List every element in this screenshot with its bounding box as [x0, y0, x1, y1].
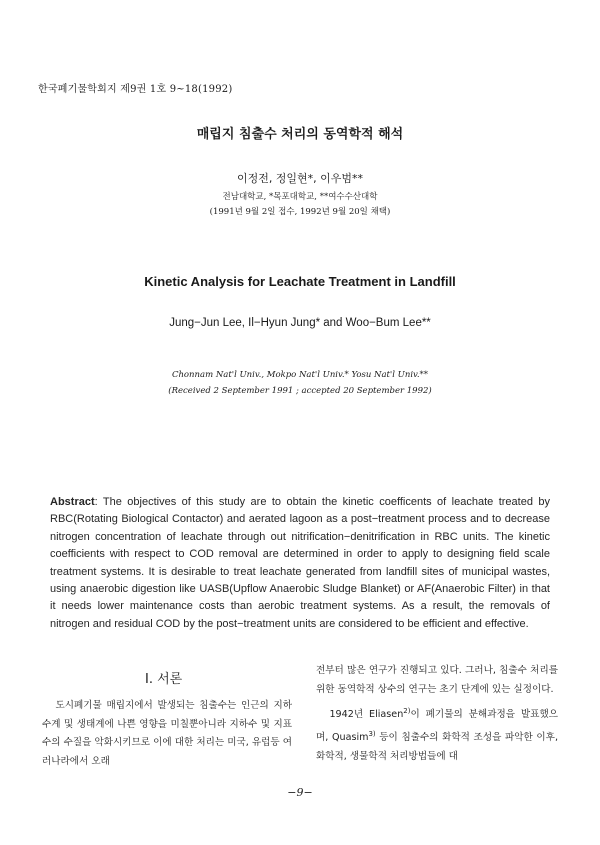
abstract-text: : The objectives of this study are to obtain the kinetic coefficents of leachate treated by RBC(Rotating Biological Contactor) and aerated lagoon as a post−treatment process and to decrease nitrogen concentration of leachate through out nitrification−denitrification in RBC units. The kinetic coefficients with respect to COD removal are determined in order to apply to designing field scale treatment systems. It is desirable to treat leachate generated from landfill sites of municipal wastes, using anaerobic digestion like UASB(Upflow Anaerobic Sludge Blanket) or AF(Anaerobic Filter) in that it needs lower maintenance costs than aerobic treatment systems. As a result, the removals of nitrogen and residual COD by the post−treatment units are considered to be efficient and effective. [50, 496, 550, 630]
korean-title: 매립지 침출수 처리의 동역학적 해석 [196, 127, 404, 142]
english-title: Kinetic Analysis for Leachate Treatment in Landfill [144, 274, 456, 289]
body-text: 이 폐기물의 분해과정을 발표했으며, Quasim [316, 709, 558, 744]
english-affiliations: Chonnam Nat'l Univ., Mokpo Nat'l Univ.* Yosu Nat'l Univ.** [171, 370, 429, 380]
body-text: 등이 침출수의 화학적 조성을 파악한 이후, 화학적, 생물학적 처리방법들에 대 [316, 732, 558, 762]
korean-dates: (1991년 9월 2일 접수, 1992년 9월 20일 채택) [209, 207, 391, 217]
body-paragraph [316, 702, 558, 766]
body-paragraph: 도시폐기물 매립지에서 발생되는 침출수는 인근의 지하수계 및 생태계에 나쁜 영향을 미칠뿐아니라 지하수 및 지표수의 수질을 악화시키므로 이에 대한 처리는 미국, 유럽등 여러나라에서 오래 [42, 700, 292, 767]
body-paragraph: 전부터 많은 연구가 진행되고 있다. 그러나, 침출수 처리를 위한 동역학적 상수의 연구는 초기 단계에 있는 실정이다. [316, 665, 558, 695]
citation-ref: 3) [368, 729, 376, 738]
korean-authors: 이정전, 정일현*, 이우범** [236, 172, 364, 185]
body-text: 1942년 Eliasen [329, 709, 404, 721]
body-column-left [42, 697, 292, 771]
page-number: −9− [287, 786, 313, 799]
section-heading: Ⅰ. 서론 [145, 672, 183, 687]
journal-citation: 한국폐기물학회지 제9권 1호 9~18(1992) [38, 84, 233, 95]
korean-affiliations: 전남대학교, *목포대학교, **여수수산대학 [222, 192, 378, 202]
english-authors: Jung−Jun Lee, Il−Hyun Jung* and Woo−Bum Lee** [169, 317, 431, 329]
citation-ref: 2) [403, 707, 411, 716]
english-dates: (Received 2 September 1991 ; accepted 20 September 1992) [168, 386, 432, 396]
abstract [50, 494, 550, 633]
abstract-label: Abstract [50, 496, 95, 508]
body-column-right [316, 662, 558, 766]
